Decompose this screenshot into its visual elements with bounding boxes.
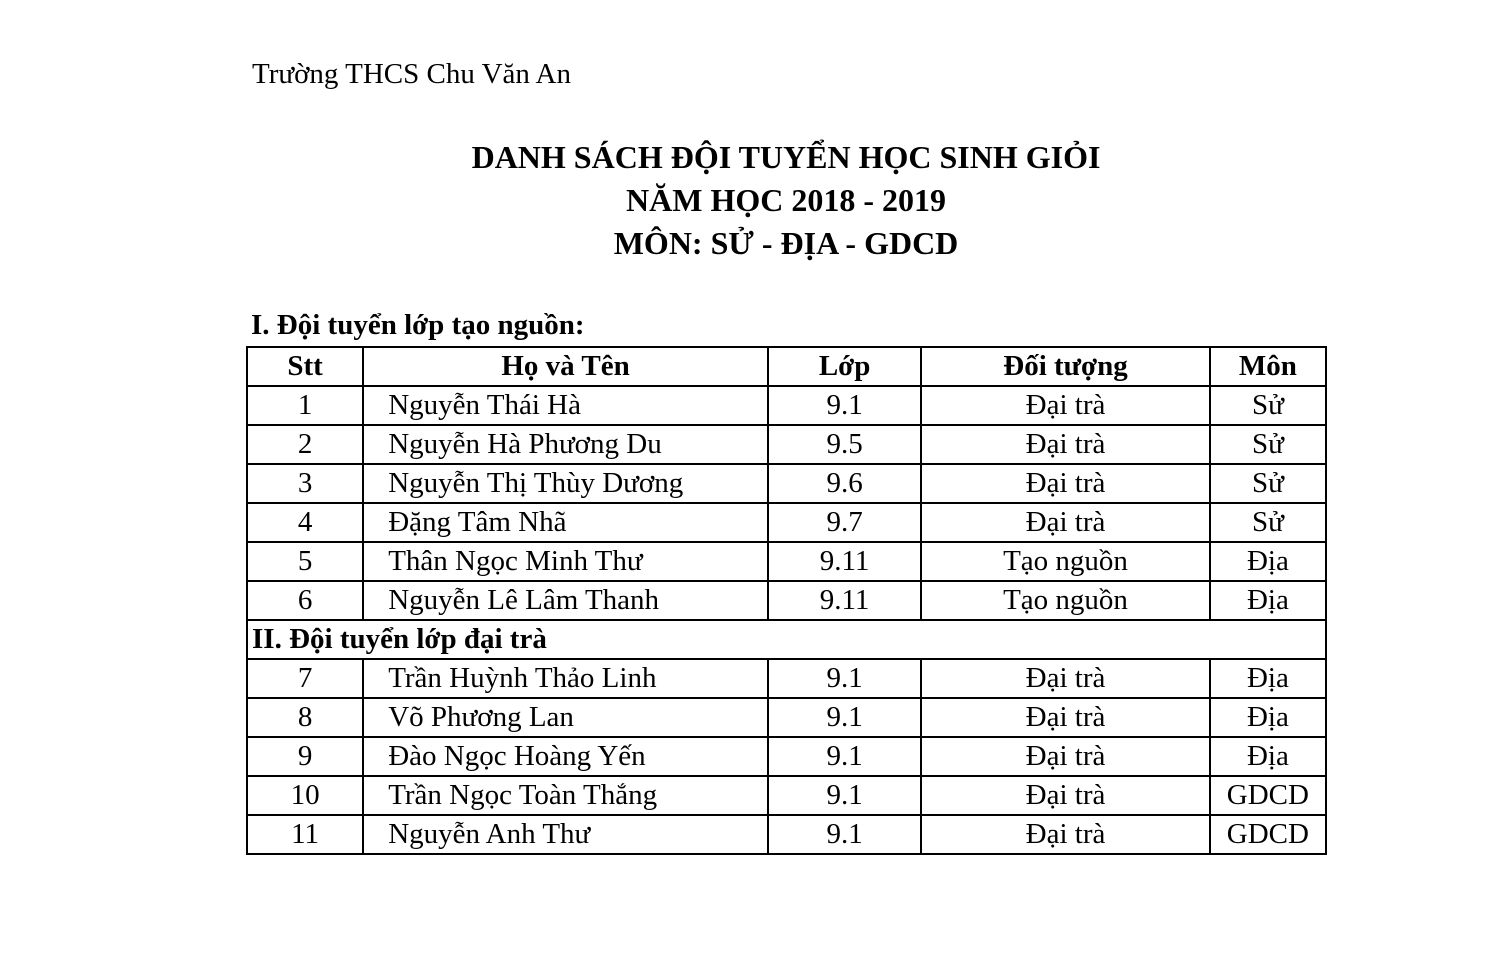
cell-name: Nguyễn Lê Lâm Thanh [363, 581, 768, 620]
cell-stt: 8 [247, 698, 363, 737]
cell-subject: Sử [1210, 386, 1326, 425]
student-table [246, 346, 1327, 855]
cell-class: 9.6 [768, 464, 921, 503]
table-row [247, 581, 1326, 620]
cell-type: Tạo nguồn [921, 581, 1210, 620]
cell-class: 9.1 [768, 659, 921, 698]
cell-type: Đại trà [921, 815, 1210, 854]
cell-name: Thân Ngọc Minh Thư [363, 542, 768, 581]
cell-type: Đại trà [921, 659, 1210, 698]
section-2-heading-row [247, 620, 1326, 659]
table-row [247, 698, 1326, 737]
cell-subject: Địa [1210, 659, 1326, 698]
cell-type: Đại trà [921, 386, 1210, 425]
cell-subject: Sử [1210, 425, 1326, 464]
cell-class: 9.11 [768, 542, 921, 581]
cell-stt: 5 [247, 542, 363, 581]
section-2-heading: II. Đội tuyển lớp đại trà [247, 620, 1326, 659]
table-row [247, 815, 1326, 854]
cell-name: Đặng Tâm Nhã [363, 503, 768, 542]
cell-stt: 10 [247, 776, 363, 815]
column-header-subject: Môn [1210, 347, 1326, 386]
document-title [0, 136, 1500, 265]
cell-name: Nguyễn Thị Thùy Dương [363, 464, 768, 503]
cell-subject: Địa [1210, 542, 1326, 581]
cell-stt: 9 [247, 737, 363, 776]
column-header-type: Đối tượng [921, 347, 1210, 386]
table-row [247, 737, 1326, 776]
school-name: Trường THCS Chu Văn An [252, 58, 571, 90]
cell-type: Đại trà [921, 776, 1210, 815]
cell-type: Đại trà [921, 698, 1210, 737]
cell-type: Đại trà [921, 503, 1210, 542]
cell-subject: Địa [1210, 737, 1326, 776]
cell-name: Nguyễn Anh Thư [363, 815, 768, 854]
table-row [247, 425, 1326, 464]
table-row [247, 386, 1326, 425]
column-header-stt: Stt [247, 347, 363, 386]
title-line-1: DANH SÁCH ĐỘI TUYỂN HỌC SINH GIỎI [471, 139, 1101, 175]
cell-name: Trần Ngọc Toàn Thắng [363, 776, 768, 815]
cell-stt: 1 [247, 386, 363, 425]
cell-type: Đại trà [921, 737, 1210, 776]
section-1-heading: I. Đội tuyển lớp tạo nguồn: [251, 309, 585, 341]
cell-subject: GDCD [1210, 815, 1326, 854]
column-header-class: Lớp [768, 347, 921, 386]
table-row [247, 464, 1326, 503]
cell-type: Đại trà [921, 425, 1210, 464]
cell-class: 9.1 [768, 737, 921, 776]
cell-class: 9.7 [768, 503, 921, 542]
cell-stt: 6 [247, 581, 363, 620]
cell-name: Nguyễn Thái Hà [363, 386, 768, 425]
cell-name: Võ Phương Lan [363, 698, 768, 737]
table-header-row [247, 347, 1326, 386]
cell-class: 9.1 [768, 386, 921, 425]
cell-class: 9.1 [768, 776, 921, 815]
table-row [247, 776, 1326, 815]
cell-class: 9.11 [768, 581, 921, 620]
cell-subject: Địa [1210, 581, 1326, 620]
cell-stt: 3 [247, 464, 363, 503]
cell-class: 9.1 [768, 815, 921, 854]
cell-subject: GDCD [1210, 776, 1326, 815]
cell-class: 9.5 [768, 425, 921, 464]
cell-type: Đại trà [921, 464, 1210, 503]
column-header-name: Họ và Tên [363, 347, 768, 386]
cell-name: Trần Huỳnh Thảo Linh [363, 659, 768, 698]
cell-stt: 7 [247, 659, 363, 698]
cell-subject: Sử [1210, 503, 1326, 542]
cell-class: 9.1 [768, 698, 921, 737]
table-row [247, 503, 1326, 542]
cell-type: Tạo nguồn [921, 542, 1210, 581]
title-line-2: NĂM HỌC 2018 - 2019 [626, 182, 946, 218]
title-line-3: MÔN: SỬ - ĐỊA - GDCD [613, 225, 959, 261]
table-row [247, 542, 1326, 581]
cell-name: Đào Ngọc Hoàng Yến [363, 737, 768, 776]
cell-name: Nguyễn Hà Phương Du [363, 425, 768, 464]
cell-stt: 11 [247, 815, 363, 854]
table-row [247, 659, 1326, 698]
cell-subject: Sử [1210, 464, 1326, 503]
cell-stt: 2 [247, 425, 363, 464]
cell-subject: Địa [1210, 698, 1326, 737]
cell-stt: 4 [247, 503, 363, 542]
